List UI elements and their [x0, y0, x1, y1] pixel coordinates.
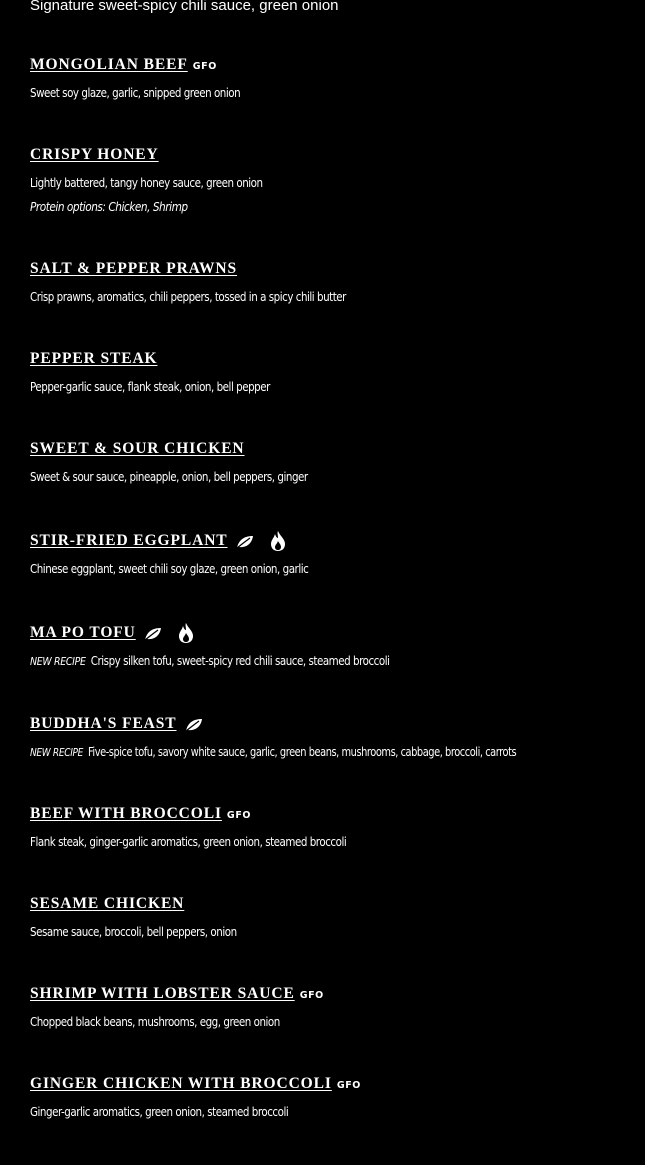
- gfo-badge: GFO: [336, 1079, 361, 1091]
- leaf-icon: [144, 627, 162, 641]
- menu-item-pepper-steak: [30, 348, 630, 395]
- menu-item-title[interactable]: BUDDHA'S FEAST: [30, 715, 177, 732]
- protein-options-note: Protein options: Chicken, Shrimp: [30, 200, 188, 214]
- menu-item-ginger-chicken-broccoli: [30, 1073, 630, 1120]
- menu-item-description: Ginger-garlic aromatics, green onion, steamed broccoli: [30, 1105, 289, 1119]
- flame-icon: [270, 530, 286, 552]
- menu-item-description: Flank steak, ginger-garlic aromatics, green onion, steamed broccoli: [30, 835, 347, 849]
- menu-item-sweet-sour-chicken: [30, 438, 630, 485]
- menu-item-crispy-honey: [30, 144, 630, 215]
- menu-item-description: Chinese eggplant, sweet chili soy glaze, green onion, garlic: [30, 562, 309, 576]
- leaf-icon: [185, 718, 203, 732]
- menu-item-beef-with-broccoli: [30, 803, 630, 850]
- menu-item-shrimp-lobster-sauce: [30, 983, 630, 1030]
- menu-item-description: Sweet & sour sauce, pineapple, onion, bell peppers, ginger: [30, 470, 308, 484]
- new-recipe-badge: NEW RECIPE: [30, 655, 86, 668]
- menu-item-mongolian-beef: [30, 54, 630, 101]
- menu-item-salt-pepper-prawns: [30, 258, 630, 305]
- menu-item-title[interactable]: SESAME CHICKEN: [30, 895, 185, 912]
- menu-item-description: Crisp prawns, aromatics, chili peppers, tossed in a spicy chili butter: [30, 290, 346, 304]
- menu-item-title[interactable]: SALT & PEPPER PRAWNS: [30, 260, 238, 277]
- gfo-badge: GFO: [299, 989, 324, 1001]
- menu-item-title[interactable]: PEPPER STEAK: [30, 350, 158, 367]
- gfo-badge: GFO: [192, 60, 217, 72]
- menu-item-title[interactable]: BEEF WITH BROCCOLI: [30, 805, 222, 822]
- flame-icon: [178, 622, 194, 644]
- menu-item-stir-fried-eggplant: [30, 530, 630, 577]
- menu-item-title[interactable]: SWEET & SOUR CHICKEN: [30, 440, 245, 457]
- menu-item-buddhas-feast: [30, 713, 630, 761]
- menu-item-sesame-chicken: [30, 893, 630, 940]
- menu-item-title[interactable]: MA PO TOFU: [30, 624, 136, 641]
- menu-item-description: Lightly battered, tangy honey sauce, green onion: [30, 176, 263, 190]
- leaf-icon: [236, 535, 254, 549]
- menu-item-title[interactable]: GINGER CHICKEN WITH BROCCOLI: [30, 1075, 332, 1092]
- menu-item-title[interactable]: SHRIMP WITH LOBSTER SAUCE: [30, 985, 295, 1002]
- menu-item-description: Sesame sauce, broccoli, bell peppers, onion: [30, 925, 237, 939]
- menu-item-description: Pepper-garlic sauce, flank steak, onion, bell pepper: [30, 380, 270, 394]
- menu-item-title[interactable]: STIR-FRIED EGGPLANT: [30, 532, 228, 549]
- gfo-badge: GFO: [226, 809, 252, 821]
- menu-item-ma-po-tofu: [30, 622, 630, 670]
- menu-item-description: Chopped black beans, mushrooms, egg, green onion: [30, 1015, 280, 1029]
- top-description: Signature sweet-spicy chili sauce, green onion: [30, 0, 339, 14]
- menu-item-description: Sweet soy glaze, garlic, snipped green onion: [30, 86, 241, 100]
- menu-item-title[interactable]: CRISPY HONEY: [30, 146, 159, 163]
- new-recipe-badge: NEW RECIPE: [30, 746, 84, 759]
- menu-item-title[interactable]: MONGOLIAN BEEF: [30, 56, 188, 73]
- menu-item-description: NEW RECIPE Crispy silken tofu, sweet-spicy red chili sauce, steamed broccoli: [30, 654, 390, 668]
- menu-item-description: NEW RECIPE Five-spice tofu, savory white sauce, garlic, green beans, mushrooms, cabbage, broccoli, carrots: [30, 745, 517, 759]
